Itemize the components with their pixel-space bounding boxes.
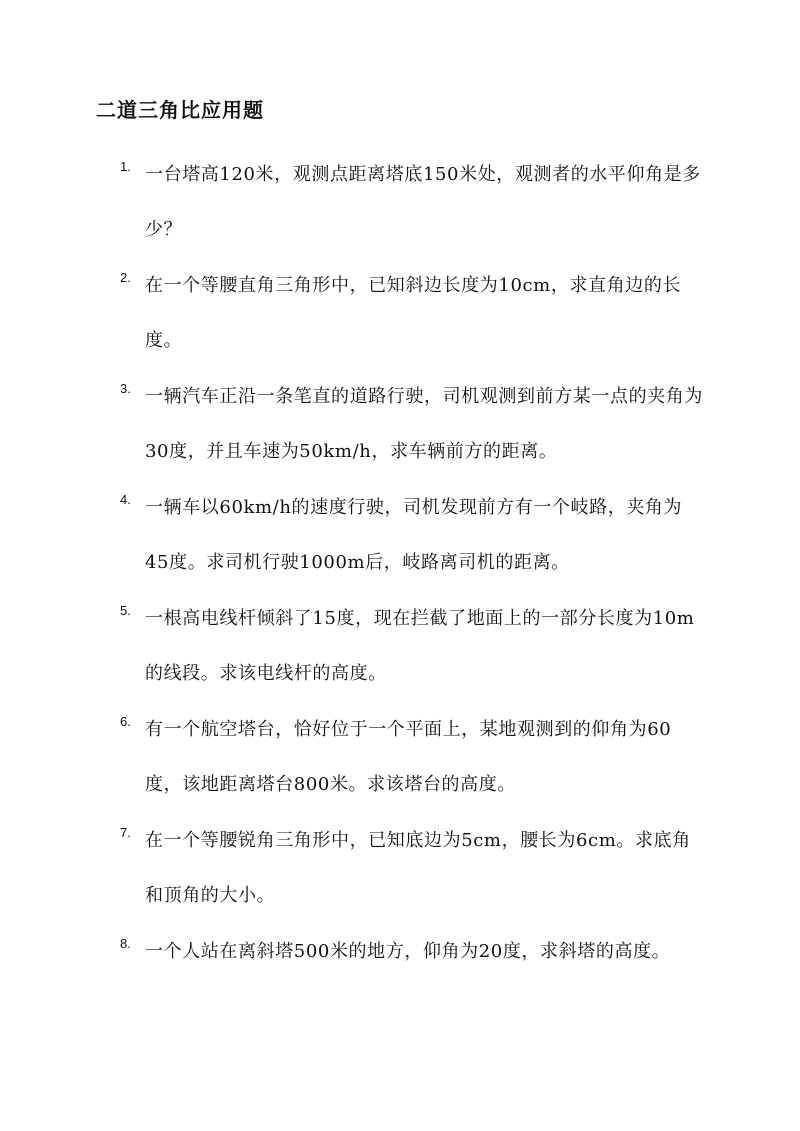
question-number: 6. [120, 714, 131, 729]
question-number: 8. [120, 936, 131, 951]
question-text: 一辆汽车正沿一条笔直的道路行驶，司机观测到前方某一点的夹角为30度，并且车速为50km/h，求车辆前方的距离。 [145, 386, 703, 462]
question-text: 一根高电线杆倾斜了15度，现在拦截了地面上的一部分长度为10m的线段。求该电线杆的高度。 [145, 608, 695, 684]
question-item [0, 924, 800, 1024]
question-text: 一辆车以60km/h的速度行驶，司机发现前方有一个岐路，夹角为45度。求司机行驶1000m后，岐路离司机的距离。 [145, 497, 683, 573]
question-item [0, 147, 800, 247]
question-item [0, 480, 800, 580]
question-number: 5. [120, 603, 131, 618]
question-number: 1. [120, 159, 131, 174]
question-number: 4. [120, 492, 131, 507]
question-text: 有一个航空塔台，恰好位于一个平面上，某地观测到的仰角为60度，该地距离塔台800米。求该塔台的高度。 [145, 719, 672, 795]
question-item [0, 591, 800, 691]
question-text: 在一个等腰锐角三角形中，已知底边为5cm，腰长为6cm。求底角和顶角的大小。 [145, 830, 691, 906]
question-text: 一个人站在离斜塔500米的地方，仰角为20度，求斜塔的高度。 [145, 941, 671, 962]
question-text: 在一个等腰直角三角形中，已知斜边长度为10cm，求直角边的长度。 [145, 275, 682, 351]
question-item [0, 702, 800, 802]
question-number: 3. [120, 381, 131, 396]
document-title: 二道三角比应用题 [96, 98, 264, 122]
question-item [0, 258, 800, 358]
question-text: 一台塔高120米，观测点距离塔底150米处，观测者的水平仰角是多少？ [145, 164, 701, 240]
question-item [0, 813, 800, 913]
question-item [0, 369, 800, 469]
question-number: 2. [120, 270, 131, 285]
question-number: 7. [120, 825, 131, 840]
